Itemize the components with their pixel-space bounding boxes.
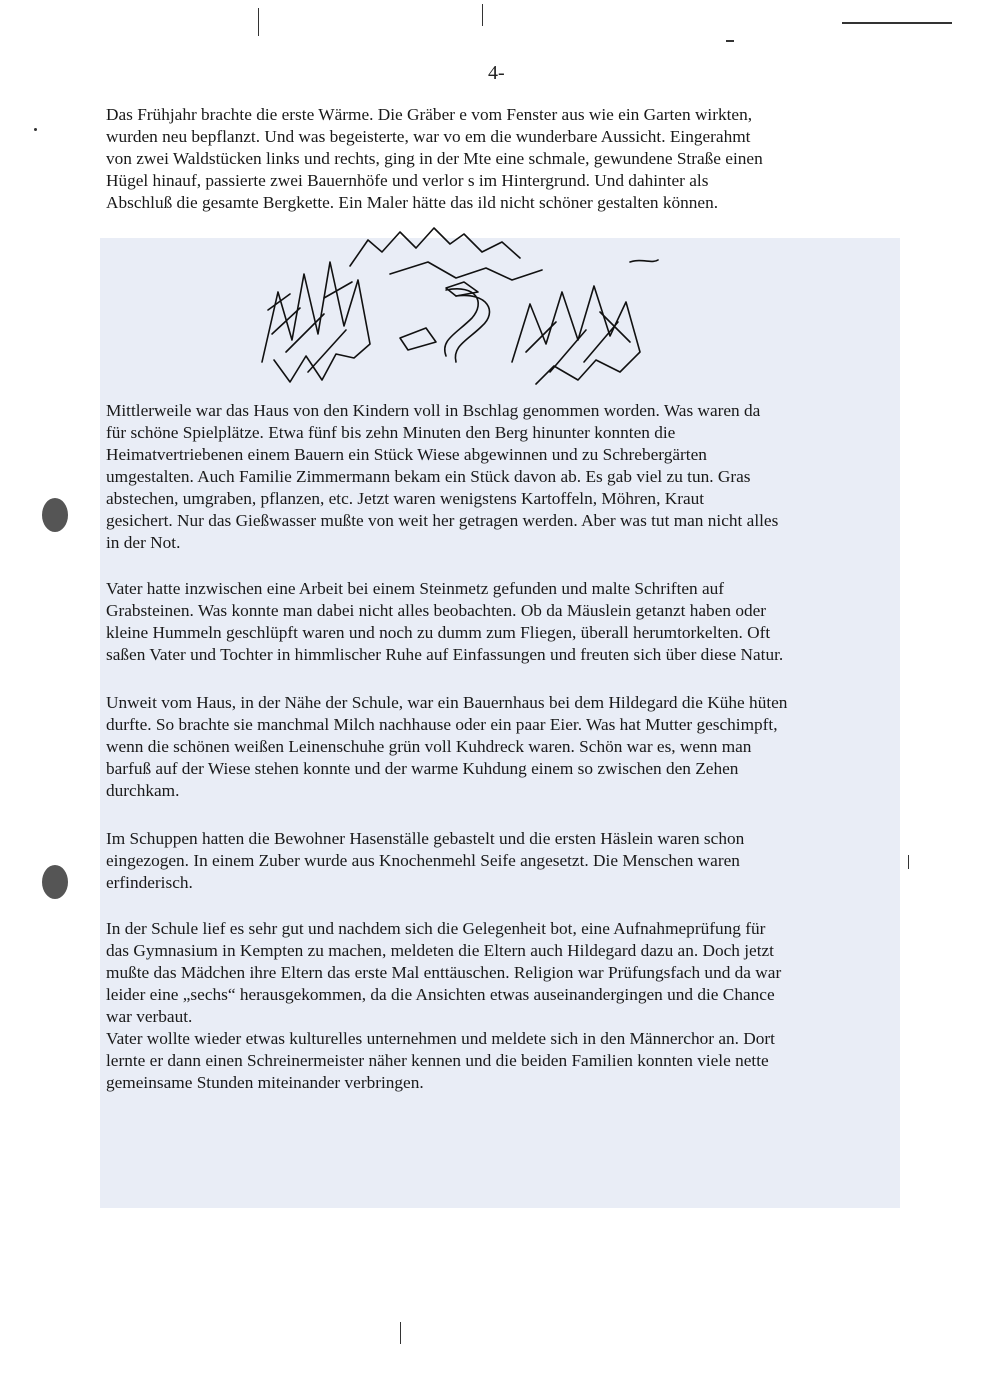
text-line: barfuß auf der Wiese stehen konnte und der warme Kuhdung einem so zwischen den Zehen xyxy=(106,759,739,778)
forest-right xyxy=(512,286,640,384)
scan-mark xyxy=(842,22,952,24)
text-line: von zwei Waldstücken links und rechts, ging in der Mte eine schmale, gewundene Straße einen xyxy=(106,149,763,168)
scan-mark xyxy=(258,8,259,36)
text-line: durchkam. xyxy=(106,781,180,800)
text-line: für schöne Spielplätze. Etwa fünf bis zehn Minuten den Berg hinunter konnten die xyxy=(106,423,676,442)
landscape-sketch xyxy=(250,222,670,402)
text-line: Hügel hinauf, passierte zwei Bauernhöfe und verlor s im Hintergrund. Und dahinter als xyxy=(106,171,709,190)
text-line: mußte das Mädchen ihre Eltern das erste Mal enttäuschen. Religion war Prüfungsfach und da war xyxy=(106,963,782,982)
paragraph-father-work xyxy=(106,578,846,666)
text-line: Unweit vom Haus, in der Nähe der Schule, war ein Bauernhaus bei dem Hildegard die Kühe hüten xyxy=(106,693,788,712)
text-line: In der Schule lief es sehr gut und nachdem sich die Gelegenheit bot, eine Aufnahmeprüfung für xyxy=(106,919,766,938)
punch-hole-top xyxy=(42,498,68,532)
text-line: eingezogen. In einem Zuber wurde aus Knochenmehl Seife angesetzt. Die Menschen waren xyxy=(106,851,740,870)
sky-stroke xyxy=(630,260,658,262)
text-line: Grabsteinen. Was konnte man dabei nicht alles beobachten. Ob da Mäuslein getanzt haben oder xyxy=(106,601,767,620)
scan-mark xyxy=(482,4,483,26)
text-line: gesichert. Nur das Gießwasser mußte von weit her getragen werden. Aber was tut man nicht alles xyxy=(106,511,779,530)
page-number: 4- xyxy=(488,62,505,84)
text-line: Mittlerweile war das Haus von den Kindern voll in Bschlag genommen worden. Was waren da xyxy=(106,401,761,420)
scan-mark xyxy=(34,128,37,131)
text-line: erfinderisch. xyxy=(106,873,193,892)
paragraph-children xyxy=(106,400,846,554)
forest-right-hatching xyxy=(526,312,630,372)
scan-mark xyxy=(908,855,909,869)
mountain-ridge-lower xyxy=(390,262,542,280)
punch-hole-bottom xyxy=(42,865,68,899)
text-line: Das Frühjahr brachte die erste Wärme. Die Gräber e vom Fenster aus wie ein Garten wirkten, xyxy=(106,105,753,124)
text-line: Im Schuppen hatten die Bewohner Hasenställe gebastelt und die ersten Häslein waren schon xyxy=(106,829,745,848)
scan-mark xyxy=(400,1322,401,1344)
text-line: Abschluß die gesamte Bergkette. Ein Maler hätte das ild nicht schöner gestalten können. xyxy=(106,193,719,212)
text-line: Vater wollte wieder etwas kulturelles unternehmen und meldete sich in den Männerchor an. Dort xyxy=(106,1029,775,1048)
scan-mark xyxy=(726,40,734,42)
text-line: leider eine „sechs“ herausgekommen, da die Ansichten etwas auseinandergingen und die Chance xyxy=(106,985,775,1004)
text-line: wurden neu bepflanzt. Und was begeisterte, war vo em die wunderbare Aussicht. Eingerahmt xyxy=(106,127,751,146)
text-line: kleine Hummeln geschlüpft waren und noch zu dumm zum Fliegen, überall herumtorkelten. Oft xyxy=(106,623,771,642)
mountain-ridge xyxy=(350,228,520,266)
text-line: saßen Vater und Tochter in himmlischer Ruhe auf Einfassungen und freuten sich über diese Natur. xyxy=(106,645,784,664)
text-line: lernte er dann einen Schreinermeister näher kennen und die beiden Familien konnten viele nette xyxy=(106,1051,769,1070)
text-line: Vater hatte inzwischen eine Arbeit bei einem Steinmetz gefunden und malte Schriften auf xyxy=(106,579,725,598)
text-line: durfte. So brachte sie manchmal Milch nachhause oder ein paar Eier. Was hat Mutter geschimpft, xyxy=(106,715,778,734)
text-line: in der Not. xyxy=(106,533,181,552)
text-line: Heimatvertriebenen einem Bauern ein Stück Wiese abgewinnen und zu Schrebergärten xyxy=(106,445,707,464)
text-line: wenn die schönen weißen Leinenschuhe grün voll Kuhdreck waren. Schön war es, wenn man xyxy=(106,737,752,756)
forest-left-hatching xyxy=(268,282,352,372)
text-line: das Gymnasium in Kempten zu machen, meldeten die Eltern auch Hildegard dazu an. Doch jetzt xyxy=(106,941,774,960)
winding-road xyxy=(445,289,479,356)
farmhouse xyxy=(400,328,436,350)
text-line: war verbaut. xyxy=(106,1007,193,1026)
paragraph-spring xyxy=(106,104,846,214)
paragraph-school xyxy=(106,918,846,1094)
text-line: umgestalten. Auch Familie Zimmermann bekam ein Stück davon ab. Es gab viel zu tun. Gras xyxy=(106,467,751,486)
text-line: abstechen, umgraben, pflanzen, etc. Jetzt waren wenigstens Kartoffeln, Möhren, Kraut xyxy=(106,489,705,508)
paragraph-farmhouse xyxy=(106,692,846,802)
paragraph-shed xyxy=(106,828,846,894)
text-line: gemeinsame Stunden miteinander verbringen. xyxy=(106,1073,424,1092)
